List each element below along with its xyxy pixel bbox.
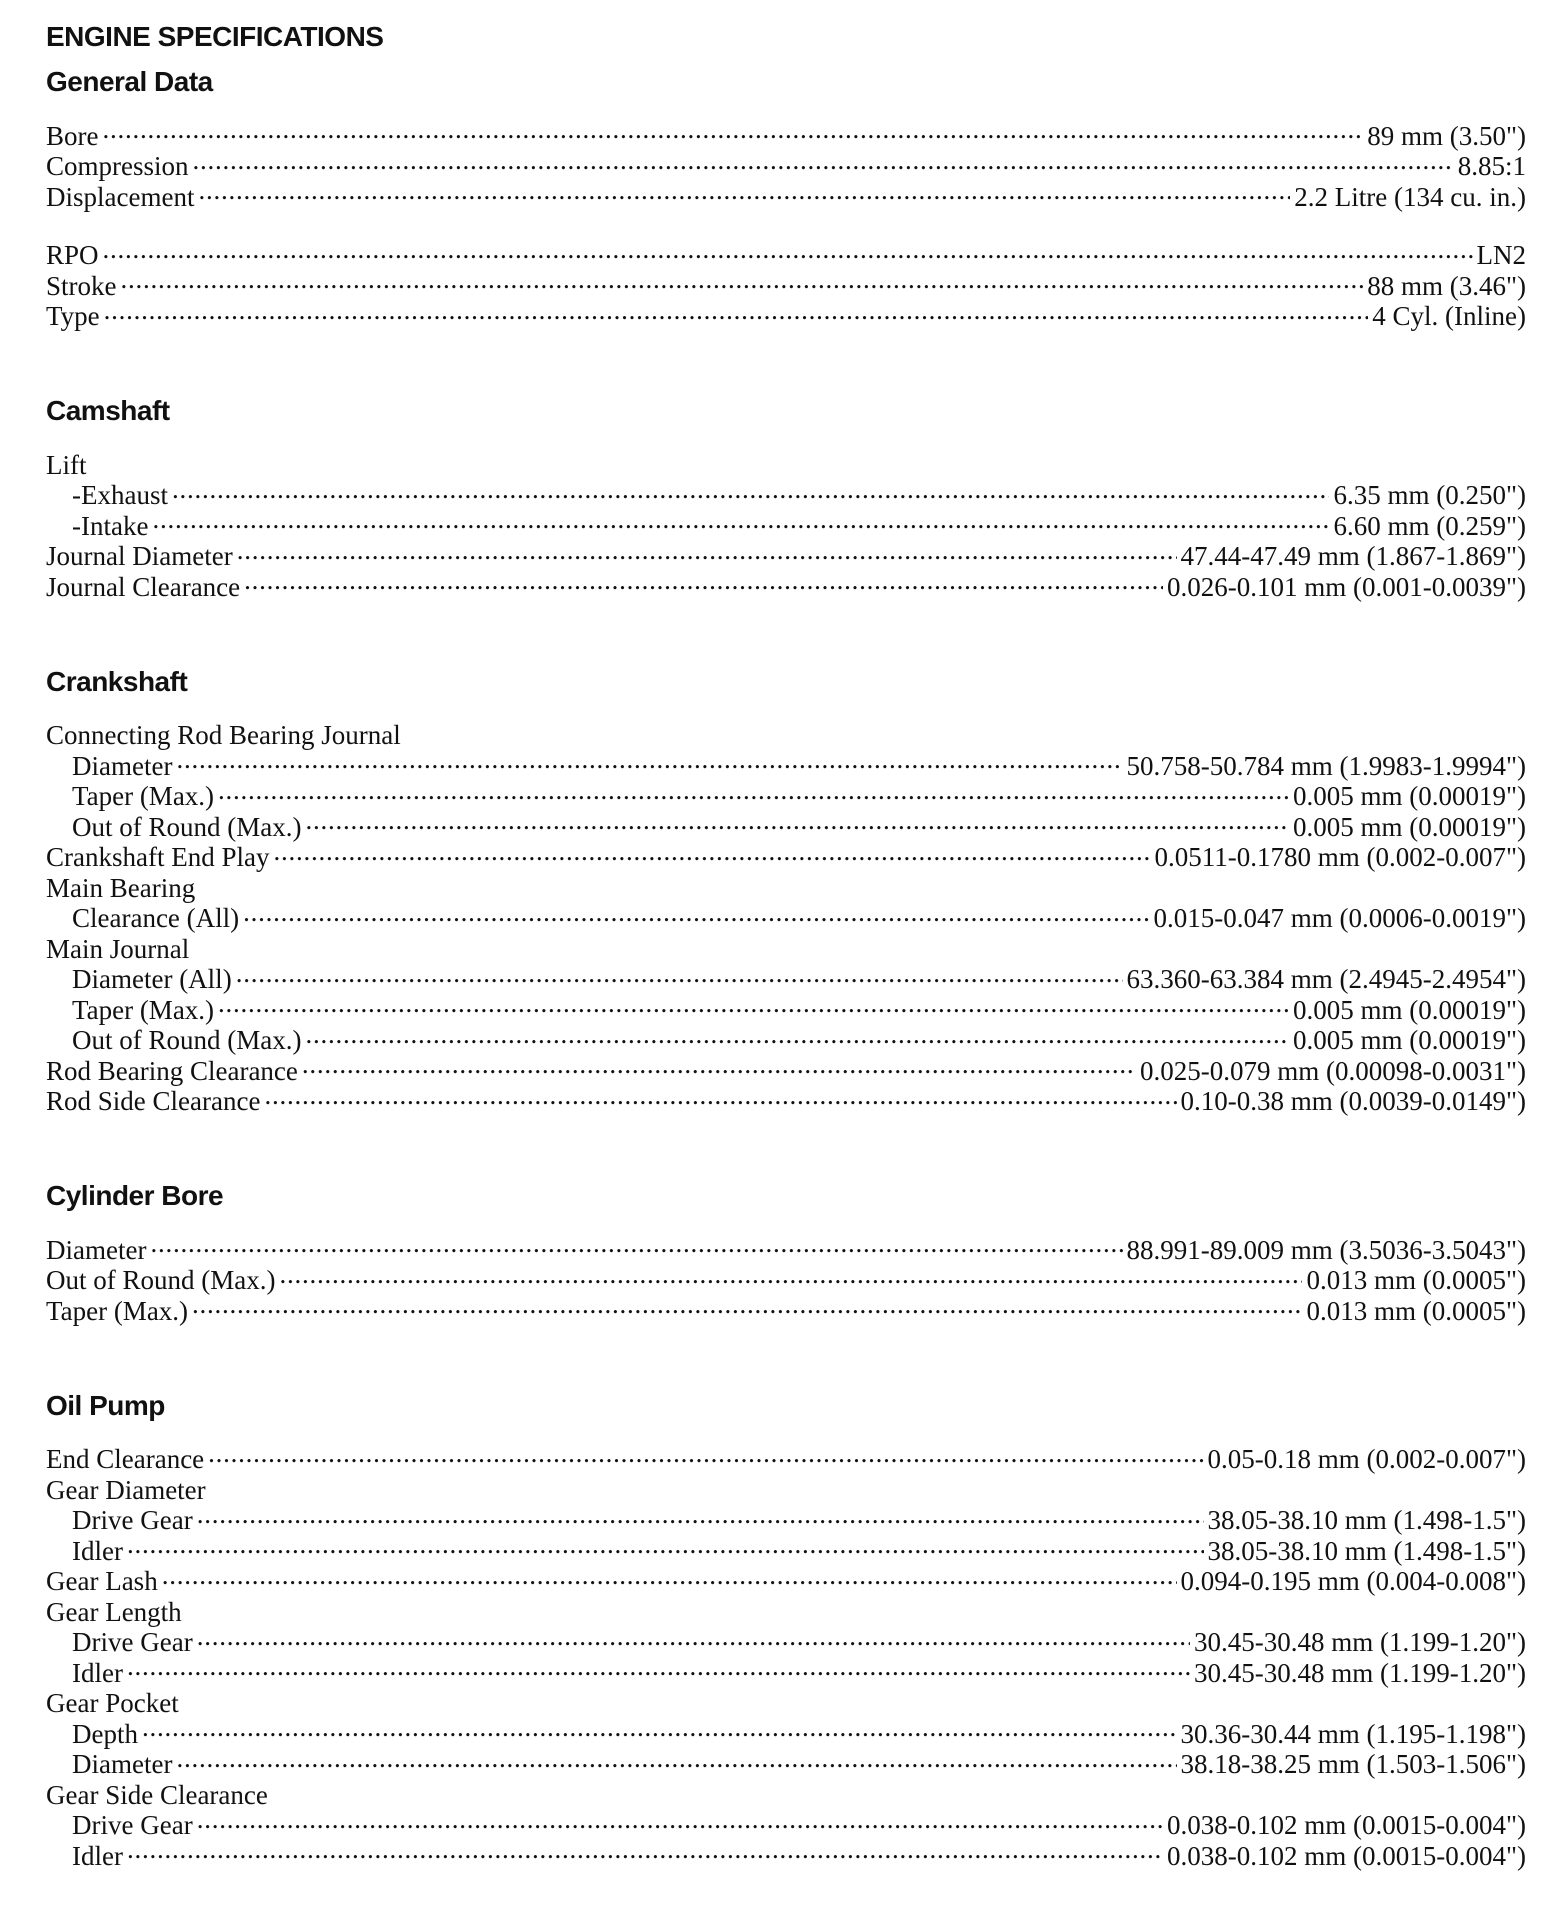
spec-label: Bore (46, 120, 99, 151)
spec-value: 0.038-0.102 mm (0.0015-0.004") (1167, 1810, 1526, 1840)
section-title: General Data (46, 66, 213, 97)
spec-label: Gear Diameter (46, 1474, 206, 1505)
spec-label: End Clearance (46, 1444, 205, 1474)
spec-label: Rod Bearing Clearance (46, 1055, 298, 1086)
spec-value: 4 Cyl. (Inline) (1372, 301, 1526, 331)
spec-label: Drive Gear (72, 1505, 193, 1535)
dot-leader (218, 775, 1289, 806)
dot-leader (198, 175, 1290, 206)
section-title: Camshaft (46, 395, 170, 426)
dot-leader (236, 958, 1123, 989)
spec-value: 0.005 mm (0.00019") (1292, 781, 1526, 811)
spec-label: Idler (72, 1840, 123, 1871)
section-spacer (46, 1110, 1526, 1174)
spec-rows (46, 1228, 1526, 1326)
spec-value: 0.05-0.18 mm (0.002-0.007") (1207, 1444, 1526, 1474)
spec-row (46, 295, 1526, 331)
page-title: ENGINE SPECIFICATIONS (46, 21, 384, 52)
section-spacer (46, 1320, 1526, 1384)
dot-leader (237, 535, 1177, 566)
dot-leader (127, 1529, 1204, 1560)
spec-row (46, 1712, 1526, 1749)
spec-row (46, 1289, 1526, 1326)
dot-leader (279, 1259, 1302, 1290)
spec-row (46, 1621, 1526, 1657)
spec-row (46, 958, 1526, 994)
spec-value: 8.85:1 (1457, 151, 1526, 181)
spec-section (46, 60, 1526, 331)
spec-row (46, 145, 1526, 181)
spec-row (46, 114, 1526, 151)
spec-row (46, 264, 1526, 301)
dot-leader (162, 1560, 1177, 1591)
spec-row (46, 175, 1526, 212)
dot-leader (218, 988, 1289, 1019)
spec-section (46, 660, 1526, 1116)
dot-leader (273, 836, 1150, 867)
spec-label: Idler (72, 1535, 123, 1566)
dot-leader (172, 474, 1330, 505)
spec-value: 0.025-0.079 mm (0.00098-0.0031") (1140, 1055, 1526, 1086)
dot-leader (302, 1049, 1136, 1080)
section-title: Cylinder Bore (46, 1180, 224, 1211)
spec-label: Stroke (46, 270, 117, 301)
spec-value: 0.005 mm (0.00019") (1292, 994, 1526, 1025)
spec-label: Taper (Max.) (46, 1295, 189, 1326)
section-title: Oil Pump (46, 1389, 165, 1421)
spec-row (46, 897, 1526, 933)
spec-label: Drive Gear (72, 1810, 193, 1840)
spec-value: 6.60 mm (0.259") (1333, 510, 1526, 541)
spec-section (46, 389, 1526, 602)
spec-label: Depth (72, 1718, 138, 1749)
spec-value: 2.2 Litre (134 cu. in.) (1294, 181, 1526, 212)
spec-value: LN2 (1476, 240, 1526, 270)
spec-value: 88.991-89.009 mm (3.5036-3.5043") (1126, 1234, 1526, 1265)
section-spacer (46, 325, 1526, 389)
spec-label: Gear Lash (46, 1566, 158, 1596)
dot-leader (305, 805, 1289, 836)
spec-label: Gear Length (46, 1596, 182, 1627)
spec-value: 0.026-0.101 mm (0.001-0.0039") (1167, 571, 1526, 602)
spec-value: 47.44-47.49 mm (1.867-1.869") (1180, 541, 1526, 571)
spec-rows (46, 714, 1526, 1116)
spec-label: Journal Diameter (46, 541, 233, 571)
spec-section (46, 1384, 1526, 1871)
spec-label: Diameter (All) (72, 964, 232, 994)
spec-row (46, 474, 1526, 510)
dot-leader (197, 1621, 1190, 1652)
spec-value: 38.05-38.10 mm (1.498-1.5") (1207, 1505, 1526, 1535)
spec-label: -Exhaust (72, 480, 168, 510)
spec-label: Main Bearing (46, 872, 196, 903)
spec-label: Diameter (46, 1234, 147, 1265)
spec-label: Displacement (46, 181, 195, 212)
section-title: Crankshaft (46, 665, 188, 697)
spec-label: Main Journal (46, 933, 190, 964)
dot-leader (192, 1289, 1302, 1320)
spec-value: 30.45-30.48 mm (1.199-1.20") (1194, 1627, 1526, 1657)
spec-label: Taper (Max.) (72, 781, 215, 811)
dot-leader (127, 1651, 1190, 1682)
dot-leader (197, 1499, 1204, 1530)
dot-leader (176, 744, 1122, 775)
spec-label: Gear Side Clearance (46, 1779, 268, 1810)
spec-label: Clearance (All) (72, 903, 240, 933)
dot-leader (102, 114, 1363, 145)
spec-label: Connecting Rod Bearing Journal (46, 720, 401, 750)
spec-row (46, 1228, 1526, 1265)
spec-value: 38.18-38.25 mm (1.503-1.506") (1180, 1749, 1526, 1779)
spec-label: Crankshaft End Play (46, 842, 270, 872)
dot-leader (244, 565, 1163, 596)
spec-value: 0.015-0.047 mm (0.0006-0.0019") (1153, 903, 1526, 933)
spec-label: Out of Round (Max.) (72, 1025, 302, 1055)
dot-leader (103, 234, 1473, 265)
dot-leader (264, 1080, 1176, 1111)
spec-rows (46, 443, 1526, 602)
dot-leader (243, 897, 1149, 928)
spec-row (46, 1804, 1526, 1840)
dot-leader (104, 295, 1369, 326)
spec-rows (46, 114, 1526, 331)
spec-value: 88 mm (3.46") (1367, 270, 1526, 301)
spec-value: 0.094-0.195 mm (0.004-0.008") (1180, 1566, 1526, 1596)
spec-label: Journal Clearance (46, 571, 241, 602)
spec-rows (46, 1438, 1526, 1871)
spec-sections (46, 60, 1526, 1871)
spec-label: RPO (46, 240, 99, 270)
dot-leader (150, 1228, 1122, 1259)
spec-value: 50.758-50.784 mm (1.9983-1.9994") (1126, 750, 1526, 781)
spec-value: 0.013 mm (0.0005") (1306, 1295, 1526, 1326)
spec-label: Gear Pocket (46, 1688, 179, 1718)
spec-row (46, 535, 1526, 571)
spec-label: Idler (72, 1657, 123, 1688)
spec-row (46, 744, 1526, 781)
spec-value: 30.45-30.48 mm (1.199-1.20") (1194, 1657, 1526, 1688)
spec-label: Rod Side Clearance (46, 1086, 261, 1116)
spec-row (46, 1438, 1526, 1474)
spec-value: 30.36-30.44 mm (1.195-1.198") (1180, 1718, 1526, 1749)
dot-leader (176, 1743, 1176, 1774)
spec-value: 0.038-0.102 mm (0.0015-0.004") (1167, 1840, 1526, 1871)
dot-leader (197, 1804, 1163, 1835)
spec-label: Taper (Max.) (72, 994, 215, 1025)
spec-value: 6.35 mm (0.250") (1333, 480, 1526, 510)
spec-section (46, 1174, 1526, 1326)
spec-subheading (46, 714, 1526, 750)
spec-value: 0.005 mm (0.00019") (1292, 811, 1526, 842)
spec-label: Out of Round (Max.) (72, 811, 302, 842)
spec-label: Drive Gear (72, 1627, 193, 1657)
spec-value: 38.05-38.10 mm (1.498-1.5") (1207, 1535, 1526, 1566)
dot-leader (127, 1834, 1163, 1865)
spec-row (46, 1499, 1526, 1535)
spec-value: 0.013 mm (0.0005") (1306, 1265, 1526, 1295)
spec-label: Diameter (72, 1749, 173, 1779)
spec-label: Diameter (72, 750, 173, 781)
spec-label: Type (46, 301, 100, 331)
spec-value: 89 mm (3.50") (1367, 120, 1526, 151)
spec-row (46, 234, 1526, 270)
spec-value: 0.10-0.38 mm (0.0039-0.0149") (1180, 1086, 1526, 1116)
dot-leader (121, 264, 1364, 295)
dot-leader (193, 145, 1454, 176)
spec-label: Lift (46, 449, 87, 480)
dot-leader (208, 1438, 1203, 1469)
dot-leader (305, 1019, 1289, 1050)
spec-label: Compression (46, 151, 189, 181)
spec-label: Out of Round (Max.) (46, 1265, 276, 1295)
section-spacer (46, 596, 1526, 660)
dot-leader (152, 504, 1329, 535)
spec-value: 0.005 mm (0.00019") (1292, 1025, 1526, 1055)
spec-value: 63.360-63.384 mm (2.4945-2.4954") (1126, 964, 1526, 994)
spec-subheading (46, 443, 1526, 480)
spec-row (46, 504, 1526, 541)
spec-label: -Intake (72, 510, 149, 541)
spec-page (46, 14, 1526, 1871)
spec-value: 0.0511-0.1780 mm (0.002-0.007") (1154, 842, 1526, 872)
dot-leader (142, 1712, 1177, 1743)
